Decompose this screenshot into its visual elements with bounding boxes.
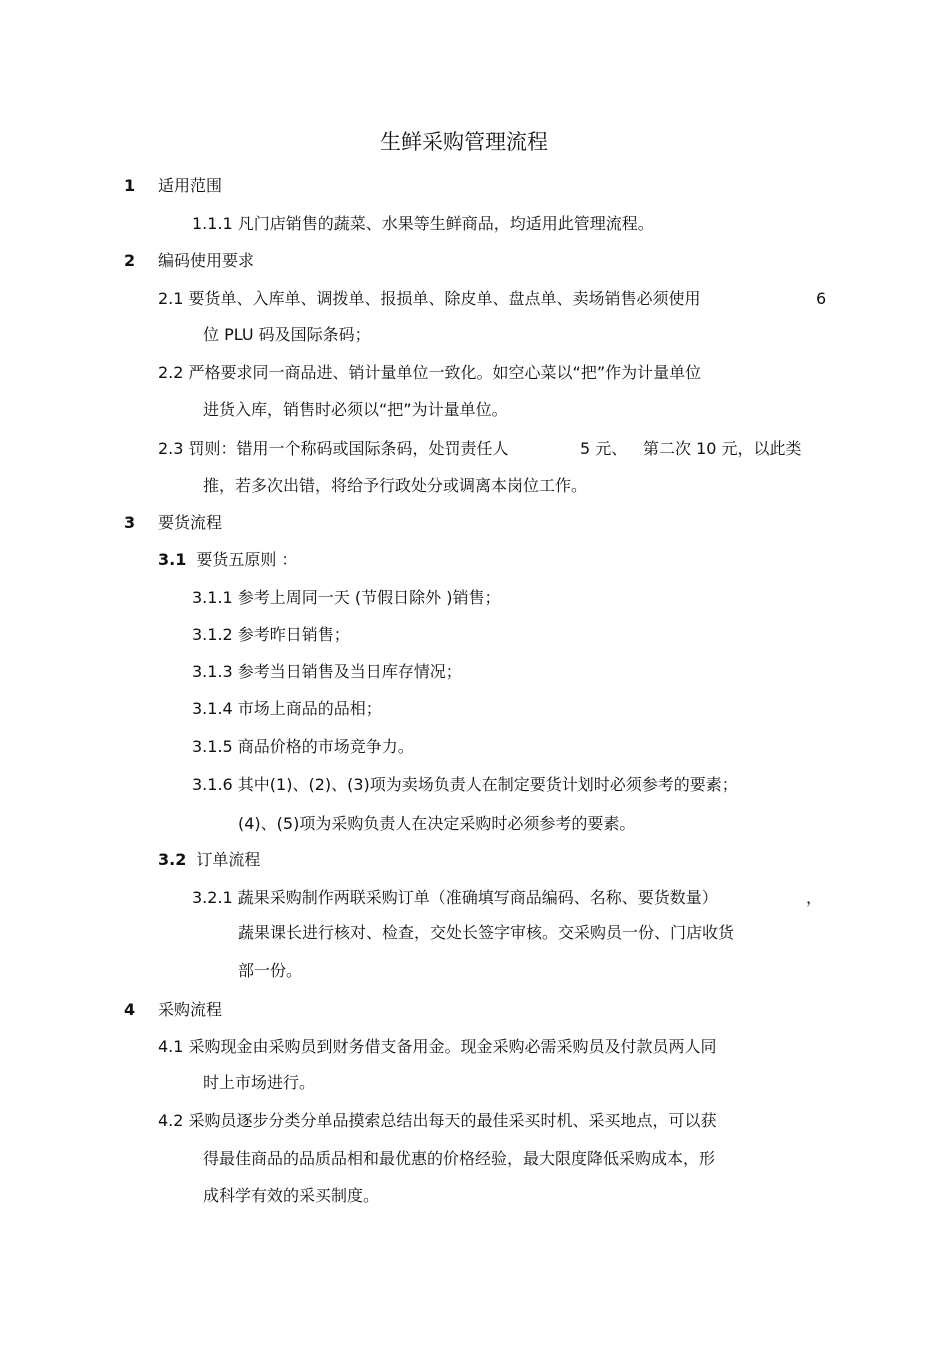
subsection-number: 3.2: [158, 850, 187, 869]
item-4-2-line-1: 4.2 采购员逐步分类分单品摸索总结出每天的最佳采买时机、采买地点，可以获: [158, 1111, 717, 1130]
section-number: 1: [124, 176, 136, 195]
item-2-2-line-1: 2.2 严格要求同一商品进、销计量单位一致化。如空心菜以“把”作为计量单位: [158, 363, 702, 382]
item-3-1-6-line-2: (4)、(5)项为采购负责人在决定采购时必须参考的要素。: [238, 814, 636, 833]
item-2-2-line-2: 进货入库，销售时必须以“把”为计量单位。: [203, 400, 508, 419]
item-2-1-line-1-end: 6: [816, 289, 827, 308]
section-title: 编码使用要求: [158, 251, 255, 270]
item-3-2-1-line-2: 蔬果课长进行核对、检查，交处长签字审核。交采购员一份、门店收货: [238, 923, 735, 942]
section-title: 适用范围: [158, 176, 223, 195]
section-3-heading: [124, 512, 222, 534]
item-2-3-line-1: 2.3 罚则：错用一个称码或国际条码，处罚责任人: [158, 439, 509, 458]
section-number: 3: [124, 513, 136, 532]
item-3-2-1-line-1-end: ，: [806, 888, 823, 907]
item-2-1-line-1: 2.1 要货单、入库单、调拨单、报损单、除皮单、盘点单、卖场销售必须使用: [158, 289, 701, 308]
item-3-2-1-line-3: 部一份。: [238, 961, 303, 980]
section-4-heading: [124, 999, 222, 1021]
item-4-2-line-3: 成科学有效的采买制度。: [203, 1186, 380, 1205]
section-number: 4: [124, 1000, 136, 1019]
item-4-2-line-2: 得最佳商品的品质品相和最优惠的价格经验，最大限度降低采购成本，形: [203, 1149, 716, 1168]
subsection-3-2-heading: [158, 849, 260, 871]
document-title: 生鲜采购管理流程: [380, 130, 548, 154]
item-3-1-5: 3.1.5 商品价格的市场竞争力。: [192, 737, 414, 756]
item-2-3-line-1-mid: 5 元、: [580, 439, 628, 458]
section-title: 采购流程: [158, 1000, 223, 1019]
item-3-2-1-line-1: 3.2.1 蔬果采购制作两联采购订单（准确填写商品编码、名称、要货数量）: [192, 888, 718, 907]
subsection-3-1-heading: [158, 549, 297, 571]
subsection-title: 要货五原则 ：: [196, 550, 298, 569]
item-3-1-2: 3.1.2 参考昨日销售；: [192, 625, 350, 644]
item-2-3-line-2: 推，若多次出错，将给予行政处分或调离本岗位工作。: [203, 476, 588, 495]
item-3-1-4: 3.1.4 市场上商品的品相；: [192, 699, 382, 718]
item-3-1-3: 3.1.3 参考当日销售及当日库存情况；: [192, 662, 462, 681]
section-number: 2: [124, 251, 136, 270]
item-2-1-line-2: 位 PLU 码及国际条码；: [203, 325, 371, 344]
item-3-1-6-line-1: 3.1.6 其中(1)、(2)、(3)项为卖场负责人在制定要货计划时必须参考的要素；: [192, 775, 738, 794]
paragraph-1-1-1: 1.1.1 凡门店销售的蔬菜、水果等生鲜商品，均适用此管理流程。: [192, 214, 654, 233]
section-1-heading: [124, 175, 222, 197]
subsection-title: 订单流程: [196, 850, 261, 869]
item-3-1-1: 3.1.1 参考上周同一天 (节假日除外 )销售；: [192, 588, 501, 607]
section-title: 要货流程: [158, 513, 223, 532]
item-2-3-line-1-end: 第二次 10 元，以此类: [643, 439, 802, 458]
section-2-heading: [124, 250, 254, 272]
item-4-1-line-2: 时上市场进行。: [203, 1073, 316, 1092]
subsection-number: 3.1: [158, 550, 187, 569]
item-4-1-line-1: 4.1 采购现金由采购员到财务借支备用金。现金采购必需采购员及付款员两人同: [158, 1037, 717, 1056]
